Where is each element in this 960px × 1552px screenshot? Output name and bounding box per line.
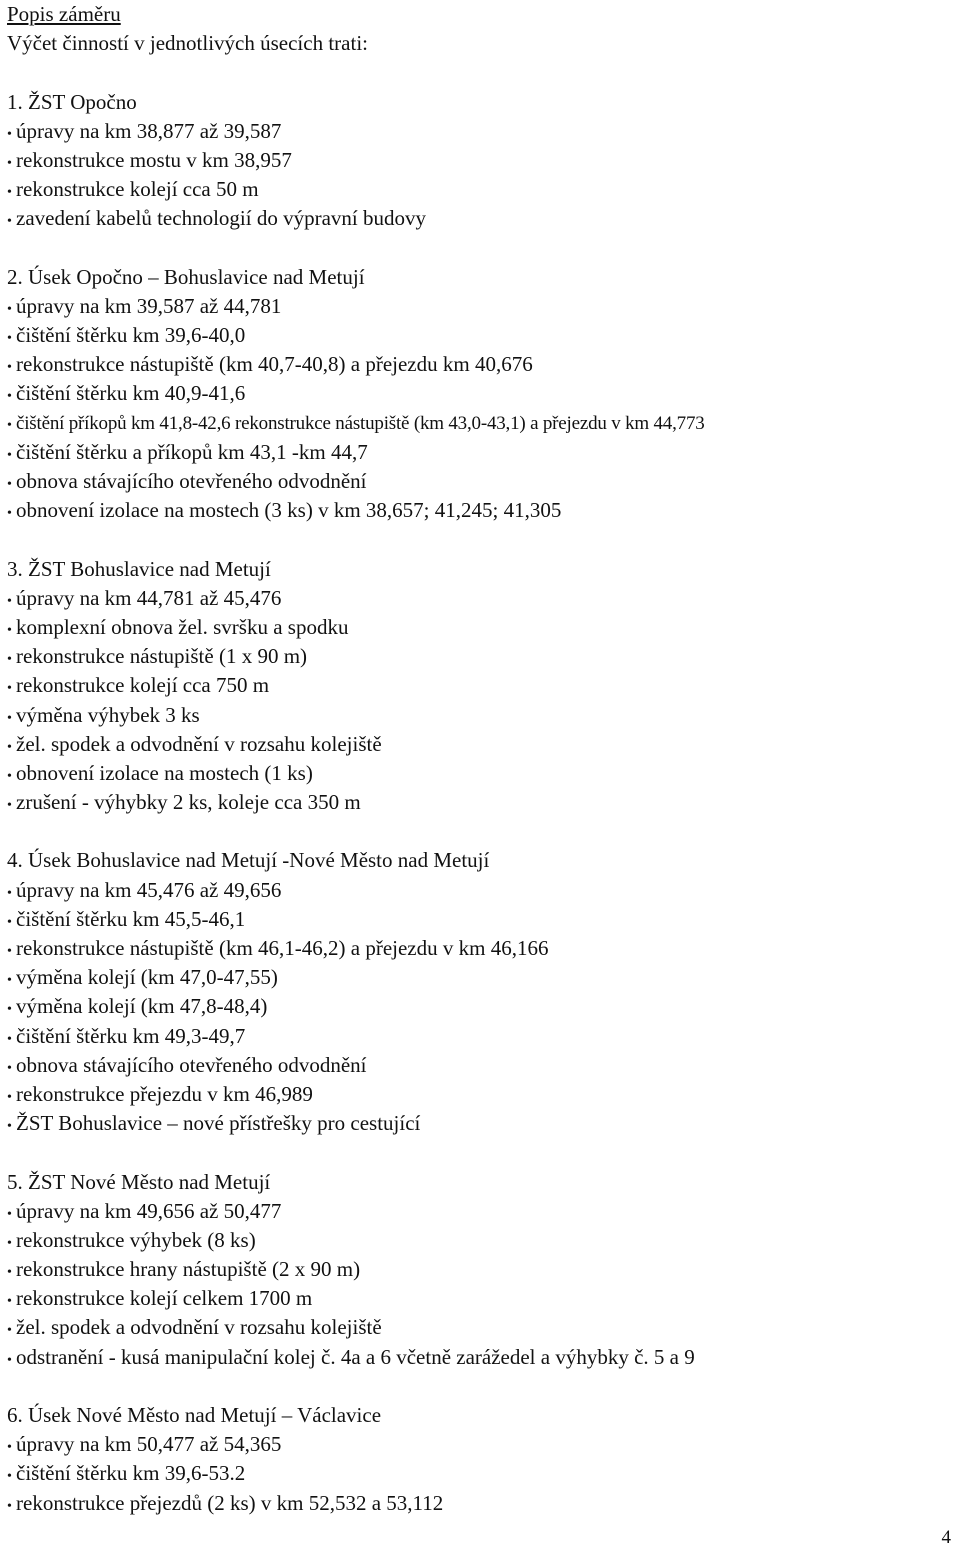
section-title: 5. ŽST Nové Město nad Metují xyxy=(7,1169,271,1194)
document-heading: Popis záměru xyxy=(7,2,121,26)
list-item: • výměna kolejí (km 47,8-48,4) xyxy=(7,992,957,1021)
list-item: • rekonstrukce nástupiště (km 40,7-40,8) a přejezdu km 40,676 xyxy=(7,350,957,379)
list-item: • rekonstrukce mostu v km 38,957 xyxy=(7,146,957,175)
document-body xyxy=(7,0,957,1518)
list-item: • úpravy na km 39,587 až 44,781 xyxy=(7,292,957,321)
list-item: • komplexní obnova žel. svršku a spodku xyxy=(7,613,957,642)
list-item: • úpravy na km 49,656 až 50,477 xyxy=(7,1197,957,1226)
list-item: • čištění štěrku km 49,3-49,7 xyxy=(7,1022,957,1051)
section-3 xyxy=(7,555,957,818)
list-item: • úpravy na km 50,477 až 54,365 xyxy=(7,1430,957,1459)
list-item: • čištění štěrku a příkopů km 43,1 -km 44,7 xyxy=(7,438,957,467)
list-item: • výměna kolejí (km 47,0-47,55) xyxy=(7,963,957,992)
section-items xyxy=(7,292,957,526)
section-title: 2. Úsek Opočno – Bohuslavice nad Metují xyxy=(7,264,365,289)
page-number: 4 xyxy=(941,1527,951,1548)
list-item: • čištění štěrku km 40,9-41,6 xyxy=(7,379,957,408)
section-2 xyxy=(7,263,957,526)
section-items xyxy=(7,117,957,234)
list-item: • úpravy na km 44,781 až 45,476 xyxy=(7,584,957,613)
list-item: • rekonstrukce kolejí cca 750 m xyxy=(7,671,957,700)
list-item: • ŽST Bohuslavice – nové přístřešky pro cestující xyxy=(7,1109,957,1138)
list-item: • odstranění - kusá manipulační kolej č. 4a a 6 včetně zarážedel a výhybky č. 5 a 9 xyxy=(7,1343,957,1372)
list-item: • rekonstrukce přejezdů (2 ks) v km 52,532 a 53,112 xyxy=(7,1489,957,1518)
section-4 xyxy=(7,846,957,1138)
list-item: • rekonstrukce kolejí celkem 1700 m xyxy=(7,1284,957,1313)
list-item: • čištění štěrku km 45,5-46,1 xyxy=(7,905,957,934)
list-item: • zavedení kabelů technologií do výpravní budovy xyxy=(7,204,957,233)
section-5 xyxy=(7,1168,957,1372)
document-intro: Výčet činností v jednotlivých úsecích trati: xyxy=(7,31,368,56)
list-item: • čištění příkopů km 41,8-42,6 rekonstrukce nástupiště (km 43,0-43,1) a přejezdu v km 44,773 xyxy=(7,409,957,438)
list-item: • čištění štěrku km 39,6-40,0 xyxy=(7,321,957,350)
section-items xyxy=(7,1197,957,1372)
list-item: • žel. spodek a odvodnění v rozsahu kolejiště xyxy=(7,1313,957,1342)
section-items xyxy=(7,876,957,1139)
section-title: 6. Úsek Nové Město nad Metují – Václavice xyxy=(7,1403,382,1427)
section-1 xyxy=(7,88,957,234)
section-items xyxy=(7,1430,957,1518)
section-title: 1. ŽST Opočno xyxy=(7,89,137,114)
list-item: • rekonstrukce nástupiště (1 x 90 m) xyxy=(7,642,957,671)
list-item: • rekonstrukce hrany nástupiště (2 x 90 m) xyxy=(7,1255,957,1284)
list-item: • obnovení izolace na mostech (1 ks) xyxy=(7,759,957,788)
section-items xyxy=(7,584,957,818)
list-item: • čištění štěrku km 39,6-53.2 xyxy=(7,1459,957,1488)
list-item: • úpravy na km 38,877 až 39,587 xyxy=(7,117,957,146)
list-item: • zrušení - výhybky 2 ks, koleje cca 350 m xyxy=(7,788,957,817)
list-item: • žel. spodek a odvodnění v rozsahu kolejiště xyxy=(7,730,957,759)
list-item: • rekonstrukce kolejí cca 50 m xyxy=(7,175,957,204)
list-item: • výměna výhybek 3 ks xyxy=(7,701,957,730)
list-item: • obnovení izolace na mostech (3 ks) v km 38,657; 41,245; 41,305 xyxy=(7,496,957,525)
list-item: • obnova stávajícího otevřeného odvodnění xyxy=(7,1051,957,1080)
section-6 xyxy=(7,1401,957,1518)
list-item: • úpravy na km 45,476 až 49,656 xyxy=(7,876,957,905)
section-title: 3. ŽST Bohuslavice nad Metují xyxy=(7,556,271,581)
list-item: • rekonstrukce nástupiště (km 46,1-46,2) a přejezdu v km 46,166 xyxy=(7,934,957,963)
list-item: • rekonstrukce výhybek (8 ks) xyxy=(7,1226,957,1255)
list-item: • obnova stávajícího otevřeného odvodnění xyxy=(7,467,957,496)
section-title: 4. Úsek Bohuslavice nad Metují -Nové Město nad Metují xyxy=(7,848,490,873)
list-item: • rekonstrukce přejezdu v km 46,989 xyxy=(7,1080,957,1109)
